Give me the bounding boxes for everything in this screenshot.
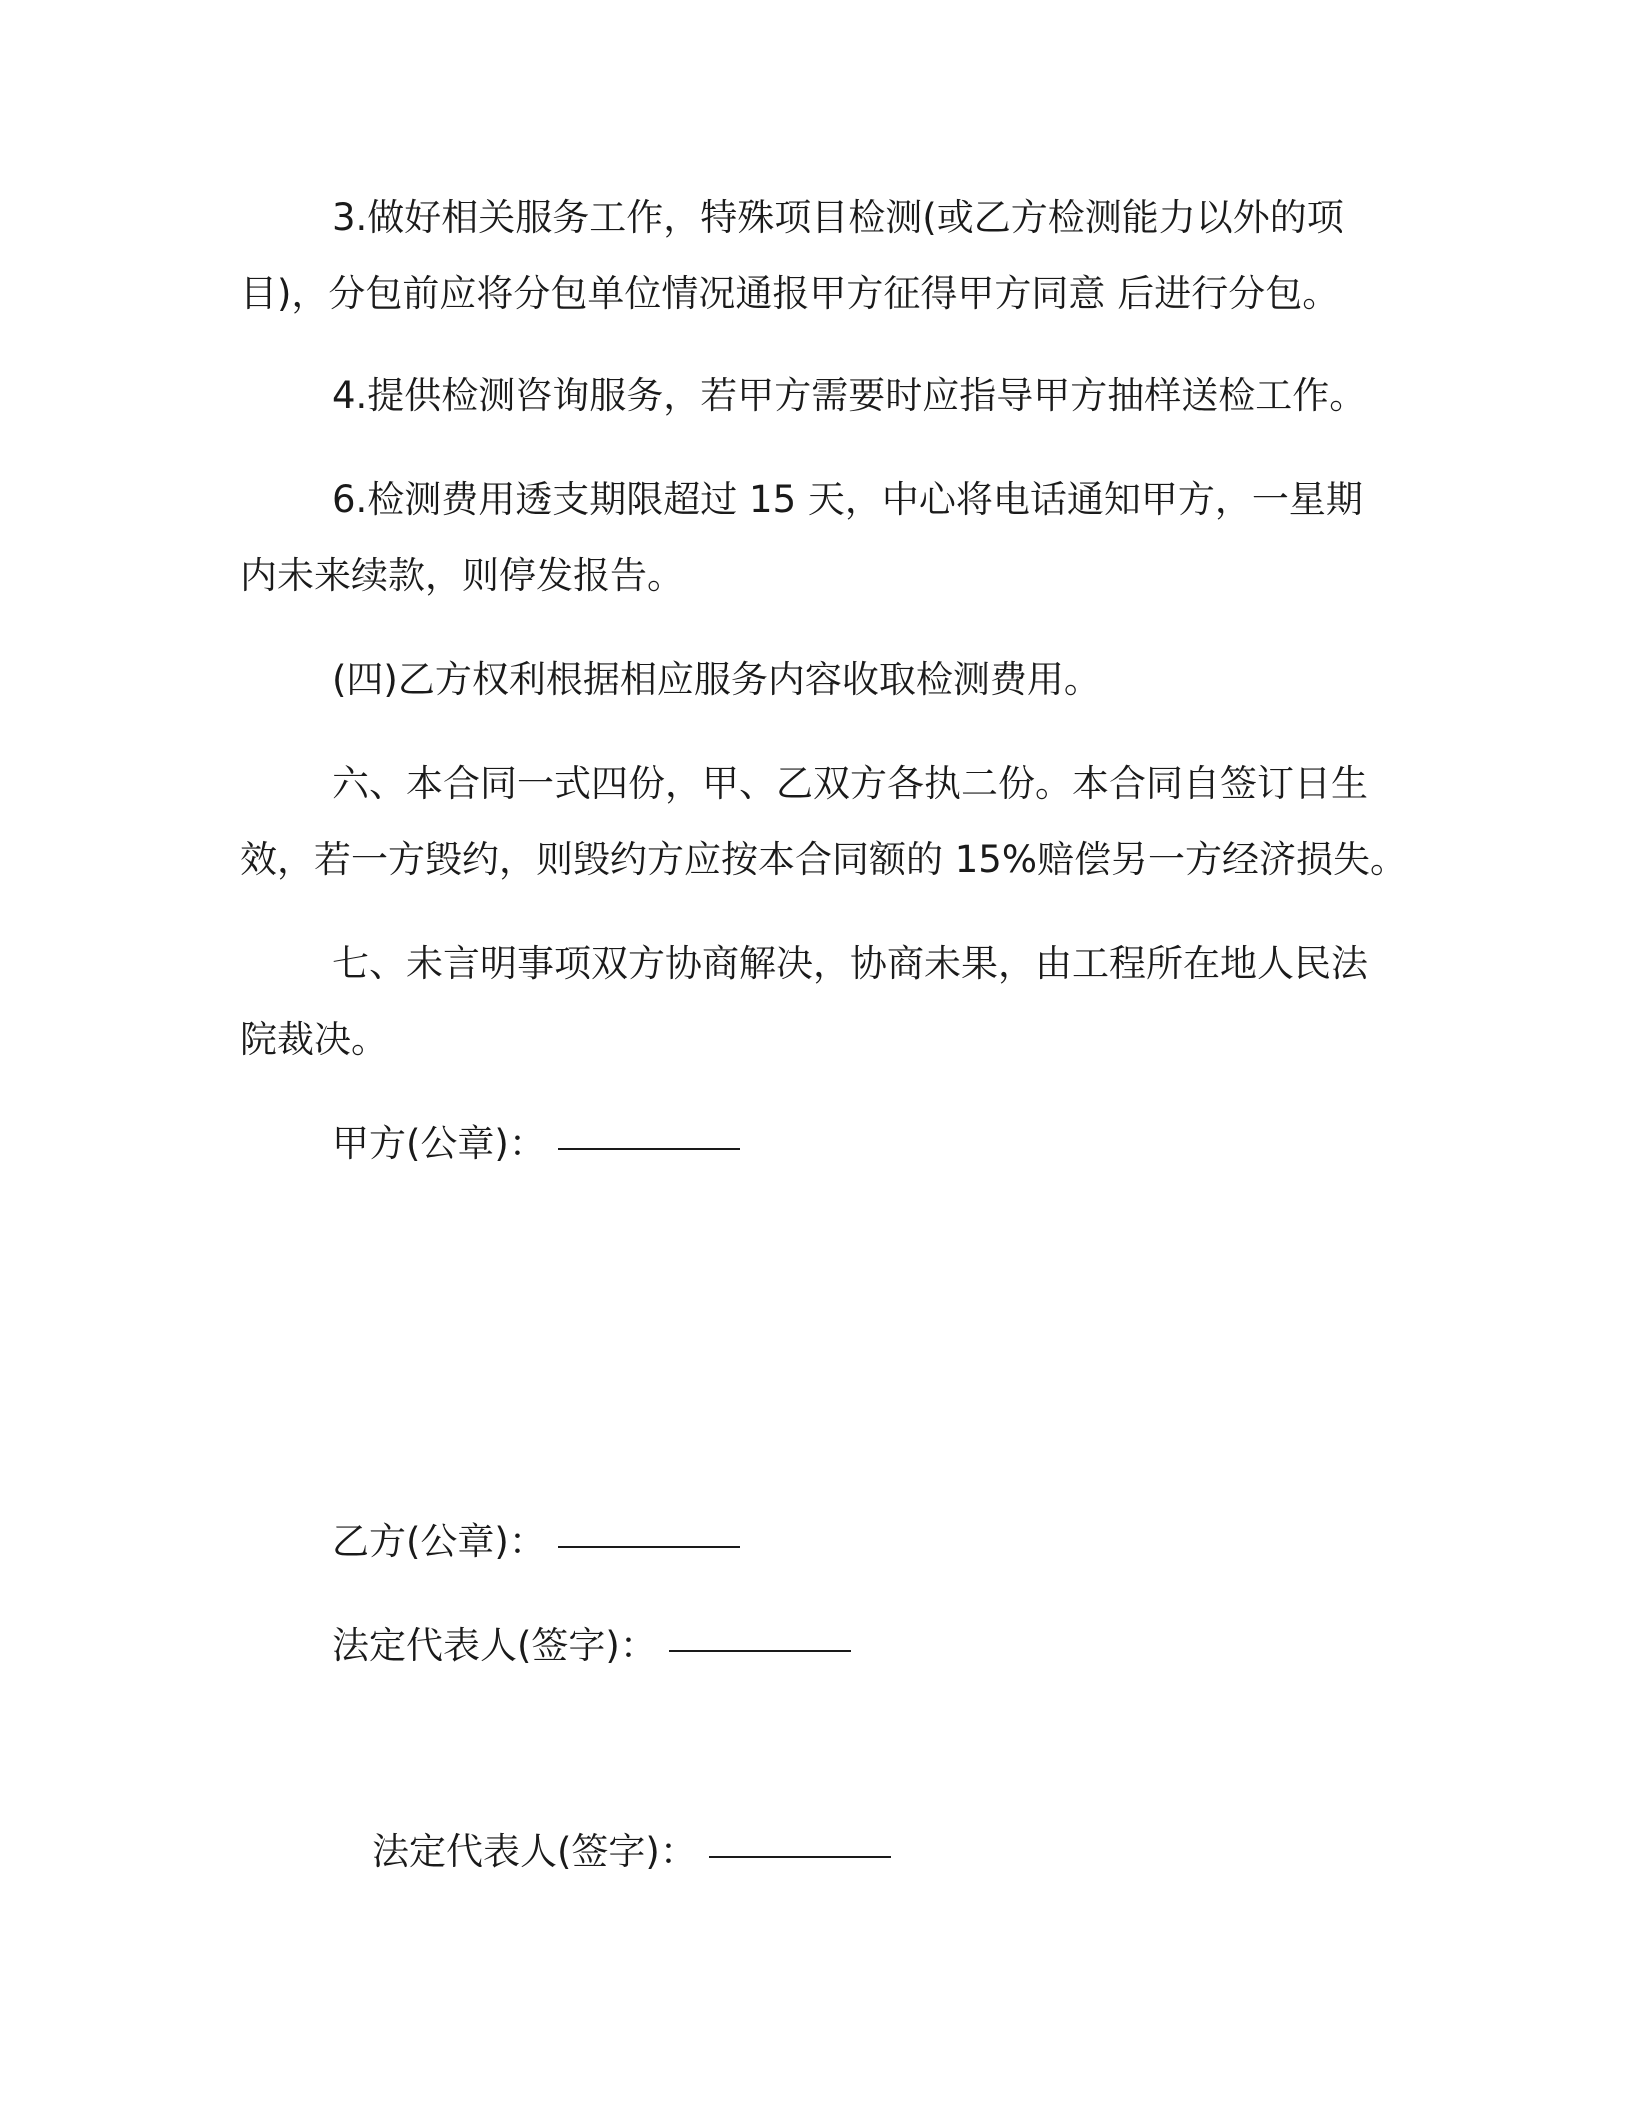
paragraph-line: 六、本合同一式四份，甲、乙双方各执二份。本合同自签订日生 bbox=[332, 762, 1368, 805]
party-a-seal-label: 甲方(公章)： bbox=[332, 1122, 546, 1165]
legal-rep-label-1: 法定代表人(签字)： bbox=[332, 1624, 657, 1667]
paragraph-line: (四)乙方权利根据相应服务内容收取检测费用。 bbox=[332, 658, 1101, 701]
paragraph-line: 院裁决。 bbox=[240, 1018, 388, 1061]
legal-rep-blank-1 bbox=[669, 1650, 851, 1652]
legal-rep-label-2: 法定代表人(签字)： bbox=[372, 1830, 697, 1873]
paragraph-line: 效，若一方毁约，则毁约方应按本合同额的 15%赔偿另一方经济损失。 bbox=[240, 838, 1407, 881]
paragraph-line: 4.提供检测咨询服务，若甲方需要时应指导甲方抽样送检工作。 bbox=[332, 374, 1367, 417]
party-a-seal-blank bbox=[558, 1148, 740, 1150]
party-a-seal-row bbox=[332, 1122, 740, 1166]
paragraph-line: 内未来续款，则停发报告。 bbox=[240, 554, 684, 597]
legal-rep-blank-2 bbox=[709, 1856, 891, 1858]
paragraph-line: 6.检测费用透支期限超过 15 天，中心将电话通知甲方，一星期 bbox=[332, 478, 1363, 521]
party-b-seal-label: 乙方(公章)： bbox=[332, 1520, 546, 1563]
paragraph-line: 目)，分包前应将分包单位情况通报甲方征得甲方同意 后进行分包。 bbox=[240, 272, 1340, 315]
legal-rep-row-2 bbox=[372, 1830, 891, 1874]
legal-rep-row-1 bbox=[332, 1624, 851, 1668]
party-b-seal-row bbox=[332, 1520, 740, 1564]
paragraph-line: 七、未言明事项双方协商解决，协商未果，由工程所在地人民法 bbox=[332, 942, 1368, 985]
paragraph-line: 3.做好相关服务工作，特殊项目检测(或乙方检测能力以外的项 bbox=[332, 196, 1344, 239]
party-b-seal-blank bbox=[558, 1546, 740, 1548]
